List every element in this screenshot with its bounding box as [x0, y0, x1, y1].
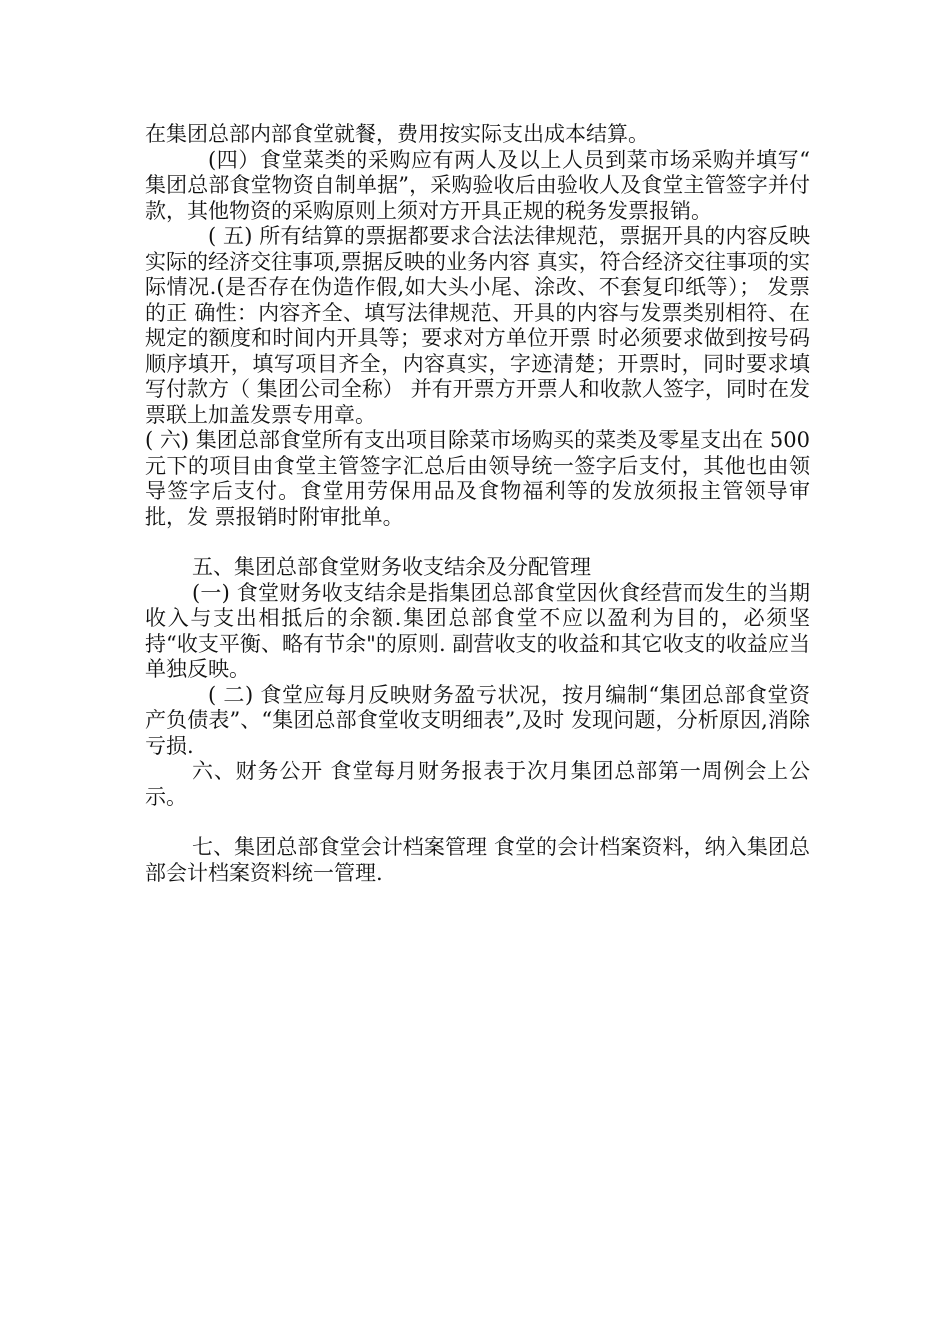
- paragraph-archive-management: 七、集团总部食堂会计档案管理 食堂的会计档案资料，纳入集团总部会计档案资料统一管理.: [145, 835, 810, 885]
- document-body: [145, 122, 817, 886]
- paragraph-financial-disclosure: 六、财务公开 食堂每月财务报表于次月集团总部第一周例会上公示。: [145, 759, 810, 809]
- section-heading-surplus: 五、集团总部食堂财务收支结余及分配管理: [192, 555, 591, 579]
- paragraph-surplus-definition: (一) 食堂财务收支结余是指集团总部食堂因伙食经营而发生的当期收入与支出相抵后的余额.集团总部食堂不应以盈利为目的，必须坚持“收支平衡、略有节余"的原则. 副营收支的收益和其它收支的收益应当单独反映。: [145, 580, 810, 681]
- paragraph-dining-cost: 在集团总部内部食堂就餐，费用按实际支出成本结算。: [145, 122, 649, 146]
- paragraph-procurement: (四）食堂菜类的采购应有两人及以上人员到菜市场采购并填写“ 集团总部食堂物资自制单据”，采购验收后由验收人及食堂主管签字并付款，其他物资的采购原则上须对方开具正规的税务发票报销。: [145, 147, 817, 223]
- paragraph-invoice-rules: ( 五) 所有结算的票据都要求合法法律规范，票据开具的内容反映实际的经济交往事项,票据反映的业务内容 真实，符合经济交往事项的实际情况.(是否存在伪造作假,如大头小尾、涂改、不套复印纸等）； 发票的正 确性：内容齐全、填写法律规范、开具的内容与发票类别相符、在规定的额度和时间内开具等；要求对方单位开票 时必须要求做到按号码顺序填开，填写项目齐全，内容真实，字迹清楚；开票时，同时要求填写付款方（ 集团公司全称） 并有开票方开票人和收款人签字，同时在发票联上加盖发票专用章。: [145, 224, 810, 427]
- paragraph-monthly-report: ( 二) 食堂应每月反映财务盈亏状况，按月编制“集团总部食堂资产负债表”、“集团总部食堂收支明细表”,及时 发现问题，分析原因,消除亏损.: [145, 682, 810, 758]
- paragraph-expense-approval: ( 六) 集团总部食堂所有支出项目除菜市场购买的菜类及零星支出在 500 元下的项目由食堂主管签字汇总后由领导统一签字后支付，其他也由领导签字后支付。食堂用劳保用品及食物福利等的发放须报主管领导审批，发 票报销时附审批单。: [145, 428, 817, 529]
